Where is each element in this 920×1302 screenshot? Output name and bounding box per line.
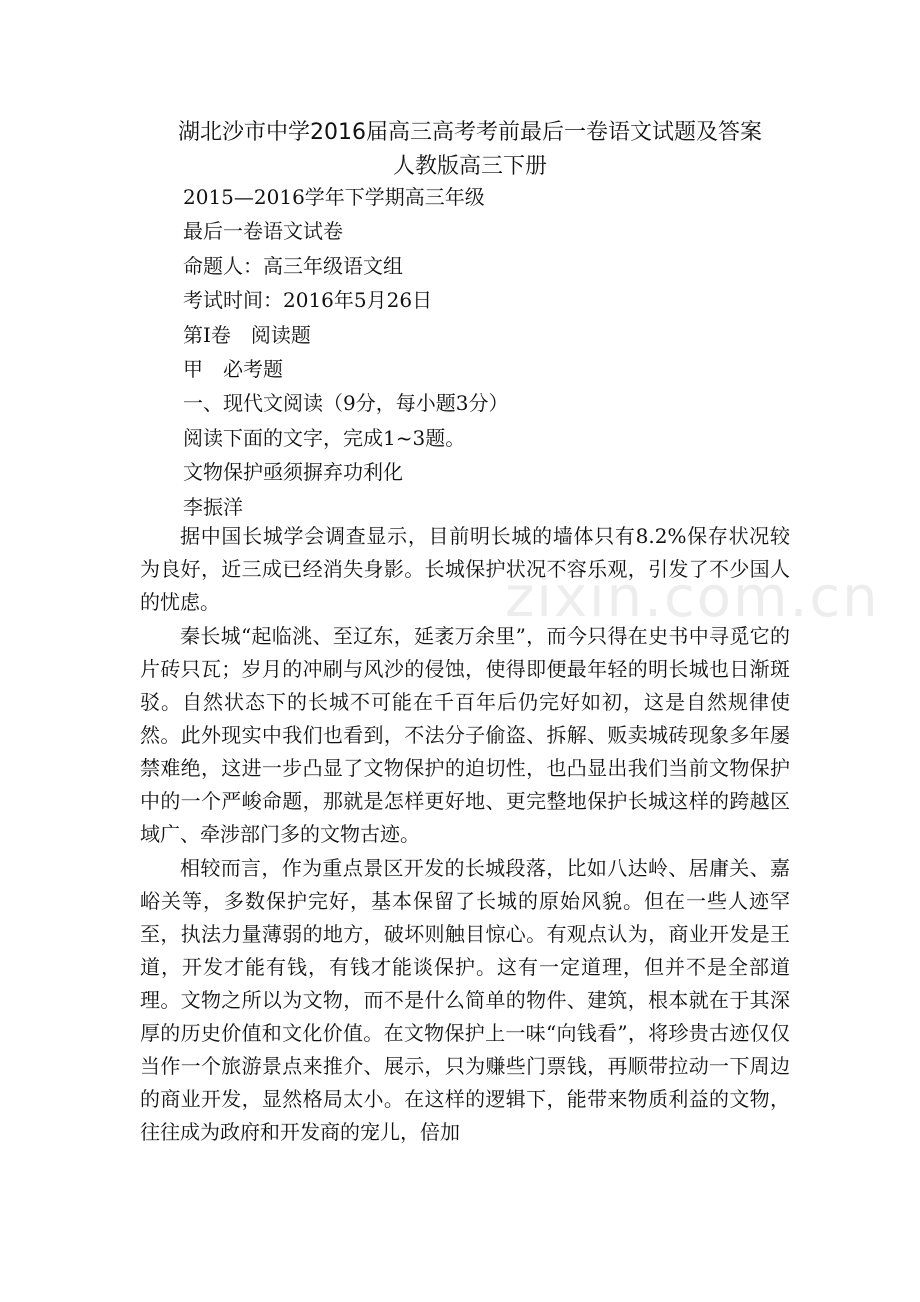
exam-header <box>183 180 803 524</box>
paragraph-1: 据中国长城学会调查显示，目前明长城的墙体只有8.2%保存状况较为良好，近三成已经消失身影。长城保护状况不容乐观，引发了不少国人的忧虑。 <box>140 524 790 614</box>
article-author: 李振洋 <box>183 494 243 519</box>
paragraph-3: 相较而言，作为重点景区开发的长城段落，比如八达岭、居庸关、嘉峪关等，多数保护完好，基本保留了长城的原始风貌。但在一些人迹罕至，执法力量薄弱的地方，破坏则触目惊心。有观点认为，商业开发是王道，开发才能有钱，有钱才能谈保护。这有一定道理，但并不是全部道理。文物之所以为文物，而不是什么简单的物件、建筑，根本就在于其深厚的历史价值和文化价值。在文物保护上一味“向钱看”，将珍贵古迹仅仅当作一个旅游景点来推介、展示，只为赚些门票钱，再顺带拉动一下周边的商业开发，显然格局太小。在这样的逻辑下，能带来物质利益的文物，往往成为政府和开发商的宠儿，倍加 <box>140 856 790 1144</box>
watermark: zixin.com.cn <box>505 565 880 630</box>
title-line-1: 湖北沙市中学2016届高三高考考前最后一卷语文试题及答案 <box>178 120 762 145</box>
exam-name-line: 最后一卷语文试卷 <box>183 219 343 244</box>
article-title: 文物保护亟须摒弃功利化 <box>183 460 403 485</box>
paragraph-2: 秦长城“起临洮、至辽东，延袤万余里”，而今只得在史书中寻觅它的片砖只瓦；岁月的冲刷与风沙的侵蚀，使得即便最年轻的明长城也日渐斑驳。自然状态下的长城不可能在千百年后仍完好如初，这是自然规律使然。此外现实中我们也看到，不法分子偷盗、拆解、贩卖城砖现象多年屡禁难绝，这进一步凸显了文物保护的迫切性，也凸显出我们当前文物保护中的一个严峻命题，那就是怎样更好地、更完整地保护长城这样的跨越区域广、牵涉部门多的文物古迹。 <box>140 624 790 846</box>
question-heading: 一、现代文阅读（9分，每小题3分） <box>183 391 509 416</box>
section-heading: 甲 必考题 <box>183 357 283 382</box>
exam-date-line: 考试时间：2016年5月26日 <box>183 288 433 313</box>
author-line: 命题人：高三年级语文组 <box>183 253 403 278</box>
article-body <box>140 520 790 1150</box>
document-title <box>140 116 800 184</box>
instruction-line: 阅读下面的文字，完成1~3题。 <box>183 425 466 450</box>
volume-heading: 第Ⅰ卷 阅读题 <box>183 322 311 347</box>
school-year-line: 2015—2016学年下学期高三年级 <box>183 185 485 209</box>
title-line-2: 人教版高三下册 <box>392 154 547 179</box>
